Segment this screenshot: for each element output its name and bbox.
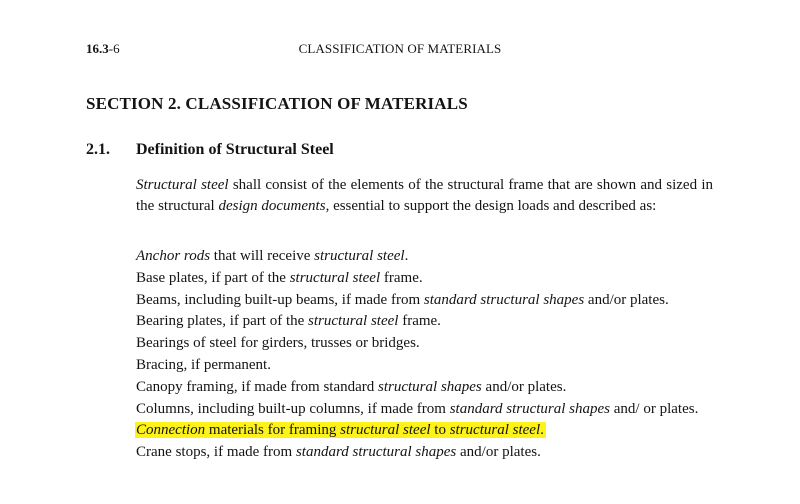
list-item-text: and/or plates.	[584, 291, 669, 308]
list-item	[136, 333, 713, 355]
list-item	[136, 377, 713, 399]
list-item-text: that will receive	[210, 248, 315, 264]
running-header	[86, 41, 714, 61]
section-heading: SECTION 2. CLASSIFICATION OF MATERIALS	[86, 94, 468, 113]
intro-text-2: , essential to support the design loads and described as:	[325, 198, 657, 214]
italic-term: standard structural shapes	[295, 444, 457, 461]
list-item-text: Canopy framing, if made from standard	[136, 378, 379, 395]
list-item-text: Base plates, if part of the	[136, 269, 290, 286]
italic-term: Anchor rods	[136, 248, 211, 264]
italic-term: Connection	[136, 422, 206, 439]
list-item-text: and/or plates.	[456, 444, 541, 461]
list-item	[136, 399, 713, 421]
list-item	[136, 246, 713, 268]
list-item-text: and/ or plates.	[610, 400, 699, 417]
list-item-text: Beams, including built-up beams, if made from	[136, 291, 424, 308]
page-number-suffix: -6	[108, 41, 120, 56]
italic-term: standard structural shapes	[449, 400, 611, 417]
italic-term: structural steel	[449, 422, 541, 439]
list-item-text: Bearings of steel for girders, trusses or bridges.	[136, 335, 420, 352]
intro-paragraph	[136, 175, 713, 217]
page-number-chapter: 16.3	[86, 41, 109, 56]
italic-term: structural steel	[314, 248, 405, 264]
italic-term: structural steel	[340, 422, 431, 439]
list-item-text: Bracing, if permanent.	[136, 356, 271, 373]
term-design-documents: design documents	[218, 198, 326, 214]
intro-text-1: shall consist of the elements of the structural frame that are shown and sized in the structural	[136, 177, 713, 214]
list-item-text: Crane stops, if made from	[136, 444, 296, 461]
italic-term: structural steel	[289, 269, 381, 286]
subsection-title: Definition of Structural Steel	[136, 141, 334, 158]
italic-term: structural steel	[308, 313, 399, 330]
italic-term: standard structural shapes	[423, 291, 585, 308]
highlighted-text	[135, 422, 546, 438]
list-item-text: to	[430, 422, 450, 439]
list-item	[136, 290, 713, 312]
list-item-text: frame.	[398, 313, 441, 330]
structural-steel-element-list	[136, 246, 713, 464]
list-item-text: materials for framing	[205, 422, 341, 439]
list-item	[136, 355, 713, 377]
list-item-text: .	[404, 248, 409, 264]
running-title: CLASSIFICATION OF MATERIALS	[298, 41, 502, 56]
list-item-text: Bearing plates, if part of the	[136, 313, 309, 330]
list-item	[136, 268, 713, 290]
list-item	[136, 442, 713, 464]
subsection-number: 2.1.	[86, 141, 110, 158]
list-item	[136, 311, 713, 333]
list-item-text: Columns, including built-up columns, if made from	[136, 400, 450, 417]
list-item-text: and/or plates.	[481, 378, 567, 395]
list-item-text: frame.	[380, 269, 423, 286]
term-structural-steel: Structural steel	[136, 177, 229, 193]
italic-term: structural shapes	[378, 378, 482, 395]
list-item-text: .	[540, 422, 544, 439]
list-item	[136, 420, 713, 442]
